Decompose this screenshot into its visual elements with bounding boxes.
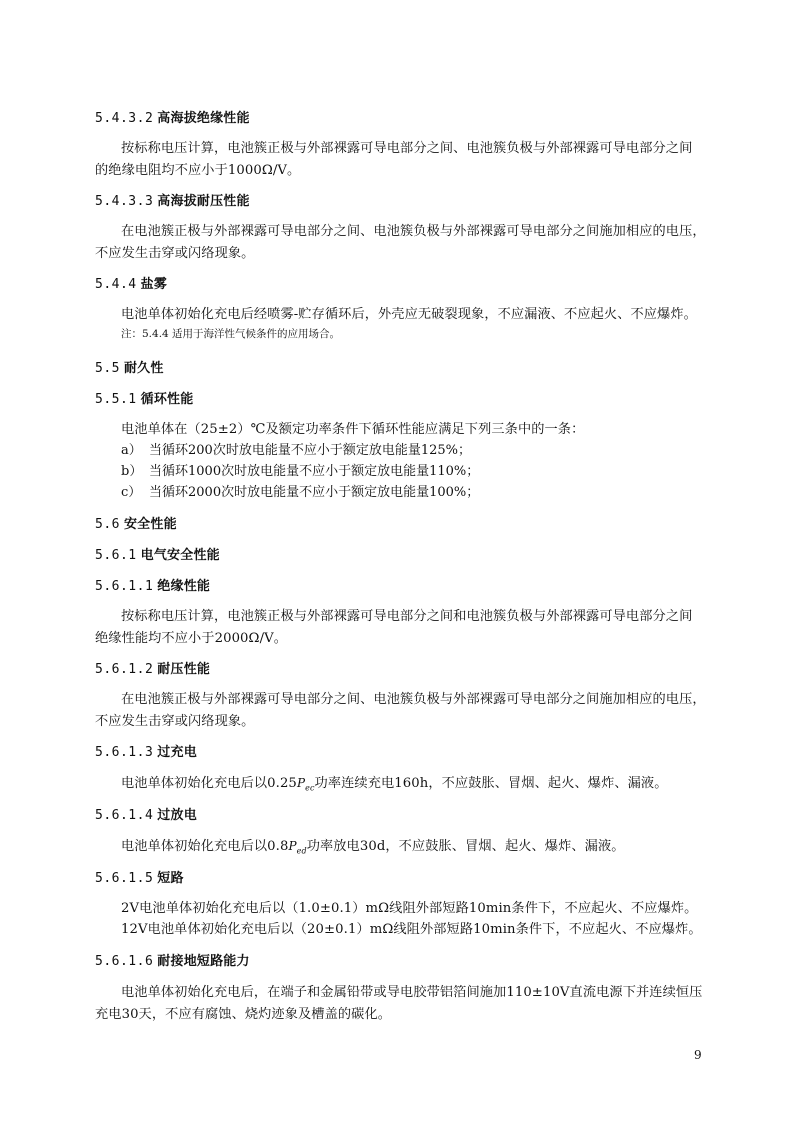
paragraph-line: 按标称电压计算，电池簇正极与外部裸露可导电部分之间和电池簇负极与外部裸露可导电部分之间 [121,609,693,624]
heading-5-6-1-3: 5.6.1.3 过充电 [95,745,197,760]
heading-5-6-1: 5.6.1 电气安全性能 [95,548,220,563]
paragraph-line: 绝缘性能均不应小于2000Ω/V。 [95,631,288,646]
heading-5-6-1-6: 5.6.1.6 耐接地短路能力 [95,954,250,969]
paragraph-line: 电池单体初始化充电后以$0.25P_{ec}$功率连续充电160h，不应鼓胀、冒烟、起火、爆炸、漏液。 [121,776,668,793]
note: 注：5.4.4 适用于海洋性气候条件的应用场合。 [121,328,341,340]
list-item: b） 当循环1000次时放电能量不应小于额定放电能量110%； [121,464,480,479]
paragraph-line: 电池单体初始化充电后经喷雾-贮存循环后，外壳应无破裂现象，不应漏液、不应起火、不应爆炸。 [121,307,697,322]
paragraph-line: 电池单体初始化充电后以$0.8P_{ed}$功率放电30d，不应鼓胀、冒烟、起火、爆炸、漏液。 [121,839,625,856]
paragraph-line: 在电池簇正极与外部裸露可导电部分之间、电池簇负极与外部裸露可导电部分之间施加相应的电压， [121,224,706,239]
heading-5-6-1-1: 5.6.1.1 绝缘性能 [95,579,211,594]
heading-5-6-1-5: 5.6.1.5 短路 [95,871,184,886]
paragraph-line: 按标称电压计算，电池簇正极与外部裸露可导电部分之间、电池簇负极与外部裸露可导电部分之间 [121,141,693,156]
heading-5-5-1: 5.5.1 循环性能 [95,392,194,407]
paragraph-line: 不应发生击穿或闪络现象。 [95,714,255,729]
paragraph-line: 电池单体在（25±2）℃及额定功率条件下循环性能应满足下列三条中的一条： [121,422,585,437]
heading-5-5: 5.5 耐久性 [95,361,164,376]
heading-5-6-1-2: 5.6.1.2 耐压性能 [95,662,211,677]
heading-5-6-1-4: 5.6.1.4 过放电 [95,808,197,823]
paragraph-line: 2V电池单体初始化充电后以（1.0±0.1）mΩ线阻外部短路10min条件下，不应起火、不应爆炸。 [121,901,698,916]
page-number: 9 [694,1048,702,1062]
paragraph-line: 电池单体初始化充电后，在端子和金属铅带或导电胶带铝箔间施加110±10V直流电源下并连续恒压 [121,985,703,1000]
heading-5-4-3-2: 5.4.3.2 高海拔绝缘性能 [95,111,250,126]
list-item: a） 当循环200次时放电能量不应小于额定放电能量125%； [121,443,471,458]
heading-5-4-4: 5.4.4 盐雾 [95,277,168,292]
heading-5-4-3-3: 5.4.3.3 高海拔耐压性能 [95,194,250,209]
power-symbol: $P_{ed}$ [288,839,307,856]
paragraph-line: 不应发生击穿或闪络现象。 [95,246,255,261]
paragraph-line: 在电池簇正极与外部裸露可导电部分之间、电池簇负极与外部裸露可导电部分之间施加相应的电压， [121,692,706,707]
paragraph-line: 充电30天，不应有腐蚀、烧灼迹象及槽盖的碳化。 [95,1007,392,1022]
list-item: c） 当循环2000次时放电能量不应小于额定放电能量100%； [121,485,480,500]
paragraph-line: 12V电池单体初始化充电后以（20±0.1）mΩ线阻外部短路10min条件下，不应起火、不应爆炸。 [121,922,702,937]
power-symbol: $P_{ec}$ [296,776,315,793]
heading-5-6: 5.6 安全性能 [95,517,177,532]
paragraph-line: 的绝缘电阻均不应小于1000Ω/V。 [95,163,301,178]
